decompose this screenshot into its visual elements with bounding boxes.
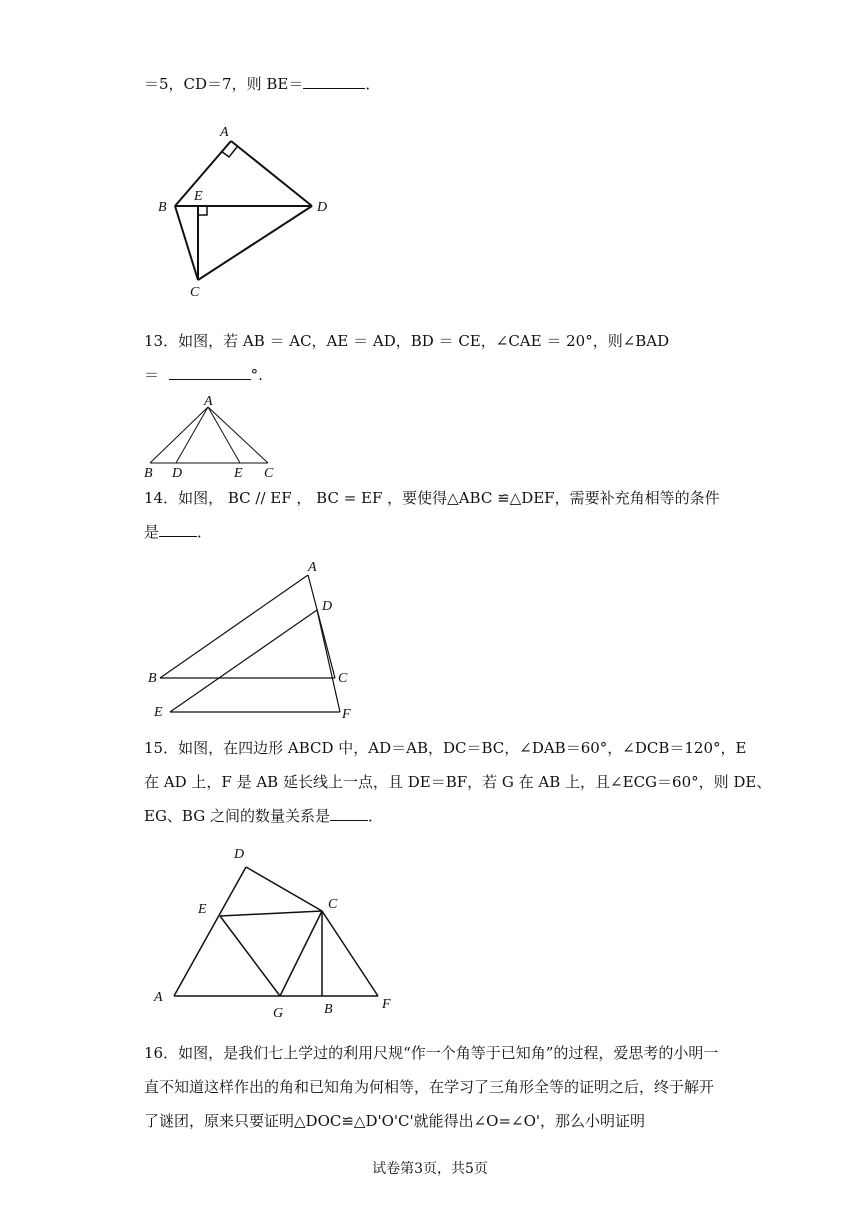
fig15-label-d: D [234, 847, 245, 862]
q16-line3 [144, 1111, 645, 1131]
fig12-label-e: E [194, 189, 203, 204]
fig14-label-e: E [154, 705, 163, 720]
fig15-label-b: B [324, 1002, 333, 1017]
q16-line1 [144, 1043, 718, 1063]
fig15-label-e: E [198, 902, 207, 917]
fig14-label-c: C [338, 671, 348, 686]
fig14-label-b: B [148, 671, 157, 686]
q16-line2-text: 直不知道这样作出的角和已知角为何相等，在学习了三角形全等的证明之后，终于解开 [144, 1078, 715, 1096]
fig14-label-d: D [322, 599, 333, 614]
q13-answer-blank[interactable] [169, 365, 251, 380]
fig14-label-a: A [308, 560, 317, 575]
q15-line1 [144, 738, 746, 758]
fig15-label-f: F [382, 997, 391, 1012]
q15-answer-blank[interactable] [330, 806, 368, 821]
q13-line2-prefix: ＝ [144, 366, 160, 384]
fig13-label-d: D [172, 466, 183, 481]
q15-line1-text: 15．如图，在四边形 ABCD 中，AD＝AB，DC＝BC，∠DAB＝60°，∠DCB＝120°，E [144, 739, 747, 757]
fig15-label-c: C [328, 897, 338, 912]
q14-line2 [144, 522, 212, 542]
figure-14 [140, 558, 370, 723]
q14-line1-text: 14．如图， BC // EF ， BC = EF ，要使得△ABC ≌△DEF，需要补充角相等的条件 [144, 489, 720, 507]
q14-answer-blank[interactable] [159, 522, 197, 537]
q14-line2-prefix: 是 [144, 523, 160, 541]
fig12-label-c: C [190, 285, 200, 300]
fig13-label-c: C [264, 466, 274, 481]
fig13-label-a: A [204, 394, 213, 409]
q15-line2-text: 在 AD 上，F 是 AB 延长线上一点，且 DE＝BF，若 G 在 AB 上，且∠ECG＝60°，则 DE、 [144, 773, 772, 791]
q16-line3-text: 了谜团，原来只要证明△DOC≌△D'O'C'就能得出∠O=∠O'，那么小明证明 [144, 1112, 646, 1130]
q16-line2 [144, 1077, 714, 1097]
figure-13 [140, 395, 290, 485]
q13-line1 [144, 331, 669, 351]
page-footer: 试卷第3页，共5页 [372, 1161, 488, 1177]
fig15-label-g: G [273, 1006, 284, 1021]
fig12-label-a: A [220, 125, 229, 140]
q12-text [144, 74, 380, 94]
q13-line1-text: 13．如图，若 AB ＝ AC，AE ＝ AD，BD ＝ CE，∠CAE ＝ 20°，则∠BAD [144, 332, 670, 350]
q12-answer-blank[interactable] [303, 74, 365, 89]
fig12-label-d: D [317, 200, 328, 215]
q15-line3-prefix: EG、BG 之间的数量关系是 [144, 807, 330, 825]
fig12-label-b: B [158, 200, 167, 215]
fig13-label-b: B [144, 466, 153, 481]
q14-line2-suffix: ． [197, 523, 213, 541]
figure-15 [150, 843, 410, 1028]
fig13-label-e: E [234, 466, 243, 481]
q14-line1 [144, 488, 720, 508]
q13-line2 [144, 365, 263, 385]
q12-tail-text: ＝5，CD＝7，则 BE＝ [144, 75, 304, 93]
fig15-label-a: A [154, 990, 163, 1005]
figure-12 [150, 118, 340, 303]
q13-line2-suffix: °. [250, 366, 263, 384]
q15-line3 [144, 806, 383, 826]
q16-line1-text: 16．如图，是我们七上学过的利用尺规“作一个角等于已知角”的过程，爱思考的小明一 [144, 1044, 719, 1062]
q15-line3-suffix: ． [368, 807, 384, 825]
q12-end: ． [365, 75, 381, 93]
fig14-label-f: F [342, 707, 351, 722]
q15-line2 [144, 772, 771, 792]
